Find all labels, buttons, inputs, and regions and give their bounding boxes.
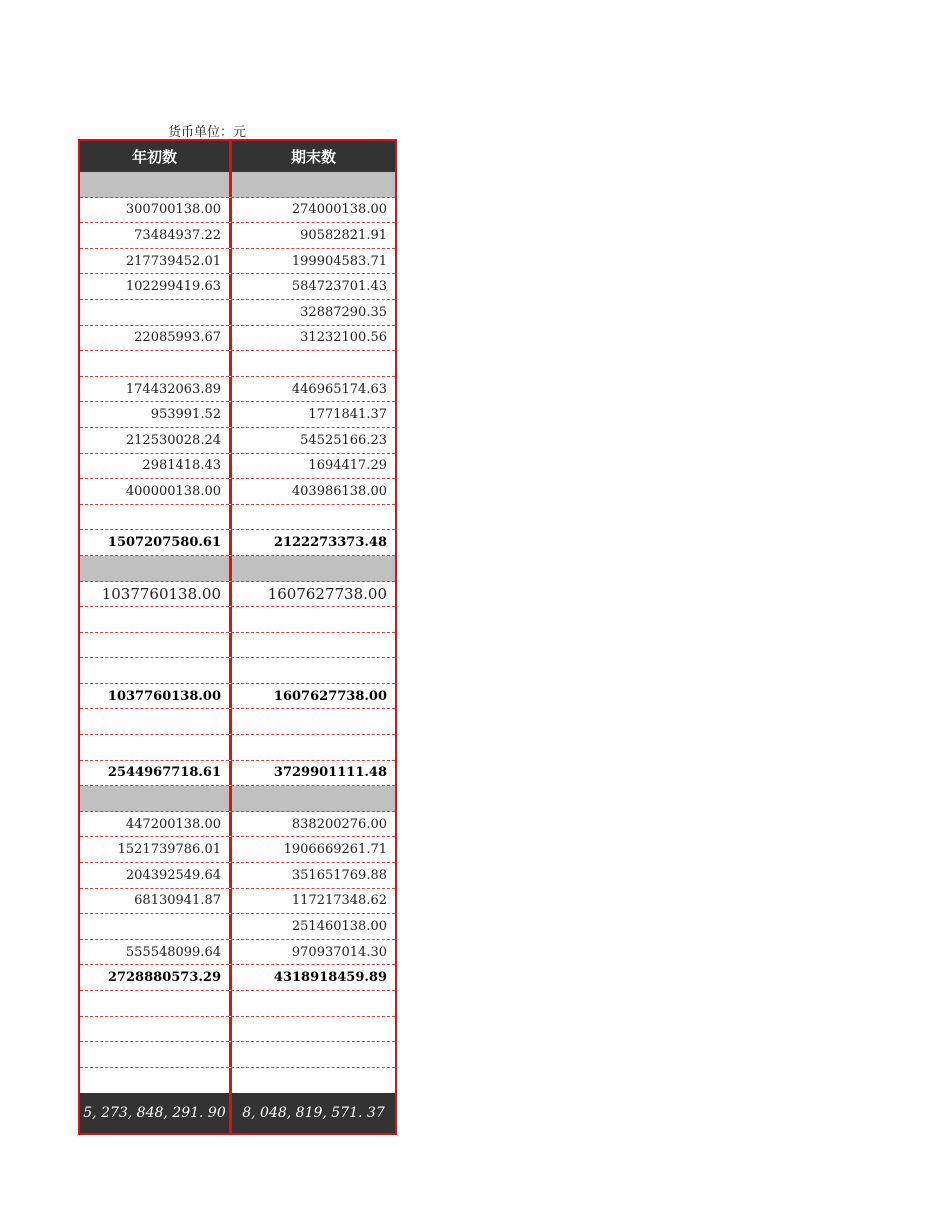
table-row xyxy=(80,812,395,838)
cell-beginning: 1521739786.01 xyxy=(80,837,232,862)
cell-beginning: 1507207580.61 xyxy=(80,530,232,555)
cell-end: 274000138.00 xyxy=(291,202,387,218)
cell-beginning xyxy=(80,991,232,1016)
header-end-of-period: 期末数 xyxy=(290,148,336,166)
table-row xyxy=(80,684,395,710)
table-row xyxy=(80,351,395,377)
cell-end: 970937014.30 xyxy=(291,944,387,960)
table-row xyxy=(80,889,395,915)
cell-end: 251460138.00 xyxy=(291,919,387,935)
section-separator-row xyxy=(80,556,395,582)
cell-beginning xyxy=(80,351,232,376)
cell-beginning: 400000138.00 xyxy=(80,479,232,504)
cell-end xyxy=(232,172,395,197)
cell-beginning: 300700138.00 xyxy=(80,198,232,223)
cell-beginning: 174432063.89 xyxy=(80,377,232,402)
currency-unit-label: 货币单位：元 xyxy=(168,125,247,140)
table-header xyxy=(80,141,395,172)
cell-end: 90582821.91 xyxy=(300,227,387,243)
table-row xyxy=(80,1042,395,1068)
cell-end: 117217348.62 xyxy=(291,893,387,909)
table-row xyxy=(80,709,395,735)
section-separator-row xyxy=(80,172,395,198)
table-row xyxy=(80,249,395,275)
table-row xyxy=(80,914,395,940)
cell-end xyxy=(232,556,395,581)
cell-end: 446965174.63 xyxy=(291,381,387,397)
cell-end: 54525166.23 xyxy=(300,432,387,448)
table-body xyxy=(80,172,395,1093)
cell-beginning xyxy=(80,735,232,760)
cell-beginning: 22085993.67 xyxy=(80,326,232,351)
balance-table xyxy=(78,139,397,1135)
cell-beginning: 1037760138.00 xyxy=(80,684,232,709)
table-row xyxy=(80,377,395,403)
table-row xyxy=(80,863,395,889)
table-row xyxy=(80,1068,395,1094)
cell-beginning: 1037760138.00 xyxy=(80,582,232,607)
cell-beginning: 2981418.43 xyxy=(80,454,232,479)
table-row xyxy=(80,965,395,991)
cell-beginning xyxy=(80,505,232,530)
cell-beginning xyxy=(80,300,232,325)
cell-beginning xyxy=(80,633,232,658)
cell-end: 351651769.88 xyxy=(291,867,387,883)
table-row xyxy=(80,198,395,224)
cell-beginning: 68130941.87 xyxy=(80,889,232,914)
cell-end: 1607627738.00 xyxy=(267,584,387,603)
table-row xyxy=(80,940,395,966)
cell-beginning xyxy=(80,607,232,632)
cell-end xyxy=(232,991,395,1016)
cell-beginning xyxy=(80,658,232,683)
cell-end xyxy=(232,709,395,734)
table-row xyxy=(80,607,395,633)
table-row xyxy=(80,991,395,1017)
table-row xyxy=(80,530,395,556)
cell-beginning xyxy=(80,1068,232,1094)
cell-end: 199904583.71 xyxy=(291,253,387,269)
cell-end: 31232100.56 xyxy=(300,330,387,346)
table-row xyxy=(80,633,395,659)
table-footer-total xyxy=(80,1093,395,1133)
cell-beginning: 102299419.63 xyxy=(80,274,232,299)
table-row xyxy=(80,761,395,787)
table-row xyxy=(80,1017,395,1043)
cell-end: 838200276.00 xyxy=(291,816,387,832)
cell-beginning: 217739452.01 xyxy=(80,249,232,274)
table-row xyxy=(80,300,395,326)
table-row xyxy=(80,454,395,480)
cell-end: 32887290.35 xyxy=(300,304,387,320)
cell-end: 1694417.29 xyxy=(308,458,387,474)
cell-end xyxy=(232,735,395,760)
cell-end xyxy=(232,1017,395,1042)
cell-end: 584723701.43 xyxy=(291,279,387,295)
table-row xyxy=(80,735,395,761)
cell-end xyxy=(232,658,395,683)
cell-end xyxy=(232,1042,395,1067)
cell-beginning xyxy=(80,709,232,734)
cell-end xyxy=(232,505,395,530)
cell-beginning: 2544967718.61 xyxy=(80,761,232,786)
cell-end: 1771841.37 xyxy=(308,407,387,423)
footer-total-end: 8, 048, 819, 571. 37 xyxy=(242,1105,385,1122)
table-row xyxy=(80,837,395,863)
table-row xyxy=(80,402,395,428)
cell-beginning: 555548099.64 xyxy=(80,940,232,965)
cell-beginning: 73484937.22 xyxy=(80,223,232,248)
table-row xyxy=(80,505,395,531)
table-row xyxy=(80,326,395,352)
table-row xyxy=(80,428,395,454)
cell-end: 3729901111.48 xyxy=(273,765,387,781)
cell-end: 4318918459.89 xyxy=(273,970,387,986)
table-row xyxy=(80,223,395,249)
table-row xyxy=(80,479,395,505)
cell-end xyxy=(232,633,395,658)
cell-end xyxy=(232,351,395,376)
cell-beginning xyxy=(80,1042,232,1067)
cell-beginning xyxy=(80,786,232,811)
table-row xyxy=(80,658,395,684)
cell-beginning: 2728880573.29 xyxy=(80,965,232,990)
section-separator-row xyxy=(80,786,395,812)
cell-end xyxy=(232,1068,395,1094)
table-row xyxy=(80,274,395,300)
cell-beginning: 212530028.24 xyxy=(80,428,232,453)
cell-beginning xyxy=(80,172,232,197)
cell-end xyxy=(232,786,395,811)
header-beginning-of-year: 年初数 xyxy=(80,141,232,172)
cell-end: 2122273373.48 xyxy=(273,535,387,551)
cell-beginning: 204392549.64 xyxy=(80,863,232,888)
table-row xyxy=(80,582,395,608)
cell-beginning xyxy=(80,556,232,581)
cell-end xyxy=(232,607,395,632)
cell-beginning xyxy=(80,1017,232,1042)
cell-beginning xyxy=(80,914,232,939)
footer-total-beginning: 5, 273, 848, 291. 90 xyxy=(80,1093,232,1133)
cell-beginning: 447200138.00 xyxy=(80,812,232,837)
cell-end: 1906669261.71 xyxy=(283,842,387,858)
cell-beginning: 953991.52 xyxy=(80,402,232,427)
cell-end: 403986138.00 xyxy=(291,483,387,499)
cell-end: 1607627738.00 xyxy=(273,688,387,704)
